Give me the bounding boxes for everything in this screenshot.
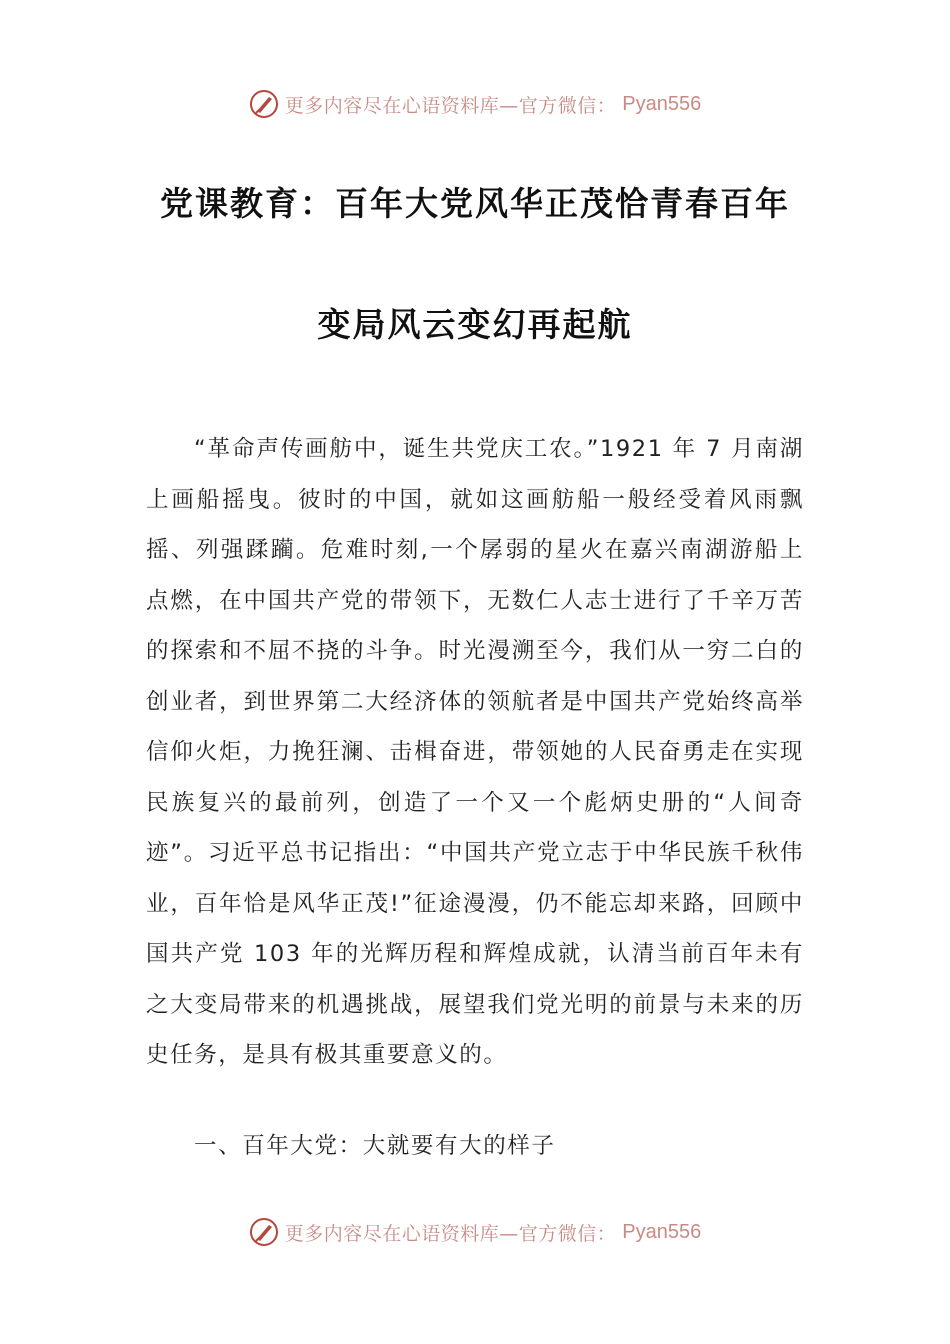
watermark-text: 更多内容尽在心语资料库—官方微信：: [284, 94, 617, 117]
footer-watermark: [0, 1212, 950, 1252]
header-watermark: [0, 84, 950, 124]
watermark-wechat-id: Pyan556: [622, 92, 702, 115]
watermark-text: 更多内容尽在心语资料库—官方微信：: [284, 1222, 617, 1245]
quill-logo-icon: [249, 89, 279, 119]
document-title-line-1: 党课教育：百年大党风华正茂恰青春百年: [160, 184, 790, 223]
document-title-line-2: 变局风云变幻再起航: [317, 305, 633, 344]
section-heading: 一、百年大党：大就要有大的样子: [194, 1133, 556, 1159]
body-paragraph: “革命声传画舫中，诞生共党庆工农。”1921 年 7 月南湖上画船摇曳。彼时的中国，就如这画舫船一般经受着风雨飘摇、列强蹂躏。危难时刻,一个孱弱的星火在嘉兴南湖游船上点燃，在中国共产党的带领下，无数仁人志士进行了千辛万苦的探索和不屈不挠的斗争。时光漫溯至今，我们从一穷二白的创业者，到世界第二大经济体的领航者是中国共产党始终高举信仰火炬，力挽狂澜、击楫奋进，带领她的人民奋勇走在实现民族复兴的最前列，创造了一个又一个彪炳史册的“人间奇迹”。习近平总书记指出：“中国共产党立志于中华民族千秋伟业，百年恰是风华正茂!”征途漫漫，仍不能忘却来路，回顾中国共产党 103 年的光辉历程和辉煌成就，认清当前百年未有之大变局带来的机遇挑战，展望我们党光明的前景与未来的历史任务，是具有极其重要意义的。: [146, 436, 804, 1068]
watermark-wechat-id: Pyan556: [622, 1220, 702, 1243]
quill-logo-icon: [249, 1217, 279, 1247]
